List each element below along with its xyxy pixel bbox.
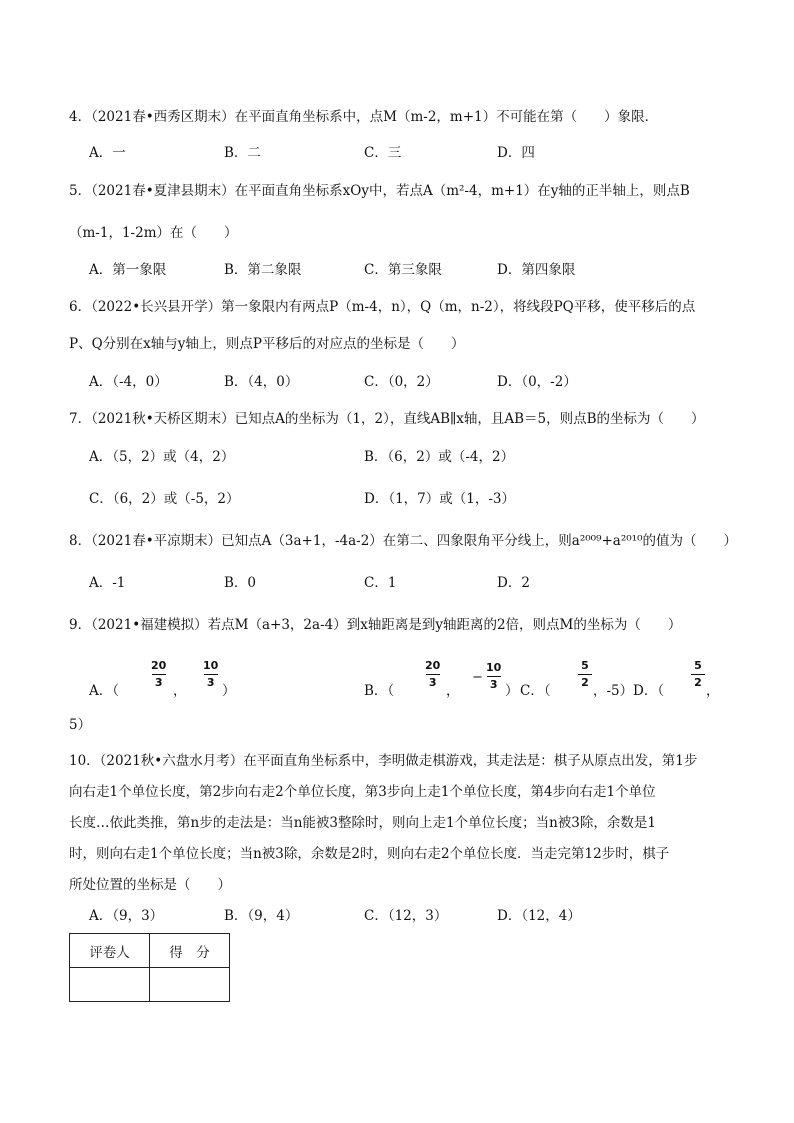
q8-option-d: D．2 xyxy=(497,575,530,591)
q9-b-close: ） xyxy=(505,683,519,699)
question-7-stem: 7．（2021秋•天桥区期末）已知点A的坐标为（1，2），直线AB∥x轴，且AB＝5，则点B的坐标为（ ） xyxy=(69,411,705,427)
q5-option-d: D．第四象限 xyxy=(497,262,576,278)
q9-d-fraction: 5 2 xyxy=(691,660,705,689)
question-10-line3: 长度…依此类推，第n步的走法是：当n能被3整除时，则向上走1个单位长度；当n被3除，余数是1 xyxy=(69,815,656,831)
q8-option-b: B．0 xyxy=(224,575,257,591)
q9-b-minus-sign: − xyxy=(472,670,483,685)
q9-d-tail: ， xyxy=(706,683,720,699)
q6-option-a: A．（-4，0） xyxy=(89,374,168,390)
q9-option-b-label: B．（ xyxy=(364,683,395,699)
question-9-stem: 9．（2021•福建模拟）若点M（a+3，2a-4）到x轴距离是到y轴距离的2倍，则点M的坐标为（ ） xyxy=(69,617,682,633)
q4-option-b: B．二 xyxy=(224,145,261,161)
question-6-stem-line1: 6．（2022•长兴县开学）第一象限内有两点P（m-4，n），Q（m，n-2），将线段PQ平移，使平移后的点 xyxy=(69,299,696,315)
q9-a-fraction-1: 20 3 xyxy=(151,659,167,689)
q9-b-comma: ， xyxy=(446,683,460,699)
q9-a-comma: ， xyxy=(173,683,187,699)
grading-table xyxy=(69,933,230,1002)
q9-a-fraction-2: 10 3 xyxy=(203,659,219,689)
question-4-stem: 4．（2021春•西秀区期末）在平面直角坐标系中，点M（m-2，m+1）不可能在第（ ）象限． xyxy=(69,109,659,125)
q9-b-fraction-1: 20 3 xyxy=(425,659,441,689)
score-header: 得 分 xyxy=(150,934,230,968)
q9-option-a-label: A．（ xyxy=(89,683,119,699)
q7-option-d: D．（1，7）或（1，-3） xyxy=(364,491,515,507)
q9-c-tail: ，-5） xyxy=(593,683,634,699)
q7-option-b: B．（6，2）或（-4，2） xyxy=(364,449,515,465)
question-6-stem-line2: P、Q分别在x轴与y轴上，则点P平移后的对应点的坐标是（ ） xyxy=(69,336,465,352)
question-8-stem: 8．（2021春•平凉期末）已知点A（3a+1，-4a-2）在第二、四象限角平分线上，则a²⁰⁰⁹+a²⁰¹⁰的值为（ ） xyxy=(69,533,737,549)
q6-option-c: C．（0，2） xyxy=(364,374,439,390)
q6-option-d: D．（0，-2） xyxy=(497,374,577,390)
question-10-line1: 10．（2021秋•六盘水月考）在平面直角坐标系中，李明做走棋游戏，其走法是：棋子从原点出发，第1步 xyxy=(69,753,698,769)
q10-option-c: C．（12，3） xyxy=(364,908,448,924)
q10-option-b: B．（9，4） xyxy=(224,908,299,924)
q9-c-fraction: 5 2 xyxy=(578,660,592,689)
q9-a-close: ） xyxy=(222,683,236,699)
question-5-stem-line1: 5．（2021春•夏津县期末）在平面直角坐标系xOy中，若点A（m²-4，m+1）在y轴的正半轴上，则点B xyxy=(69,183,690,199)
q5-option-b: B．第二象限 xyxy=(224,262,302,278)
q4-option-d: D．四 xyxy=(497,145,535,161)
q5-option-c: C．第三象限 xyxy=(364,262,442,278)
q9-option-d-label: D．（ xyxy=(633,683,665,699)
q9-option-c-label: C．（ xyxy=(520,683,551,699)
q10-option-a: A．（9，3） xyxy=(89,908,164,924)
grader-header: 评卷人 xyxy=(70,934,150,968)
q9-b-fraction-2: 10 3 xyxy=(486,661,502,691)
question-10-line5: 所处位置的坐标是（ ） xyxy=(69,877,231,893)
q8-option-a: A．-1 xyxy=(89,575,126,591)
grader-cell[interactable] xyxy=(70,968,150,1002)
q9-d-wrap: 5） xyxy=(69,717,92,733)
score-cell[interactable] xyxy=(150,968,230,1002)
q7-option-c: C．（6，2）或（-5，2） xyxy=(89,491,240,507)
q5-option-a: A．第一象限 xyxy=(89,262,167,278)
q6-option-b: B．（4，0） xyxy=(224,374,299,390)
question-10-line4: 时，则向右走1个单位长度；当n被3除，余数是2时，则向右走2个单位长度．当走完第12步时，棋子 xyxy=(69,846,670,862)
q7-option-a: A．（5，2）或（4，2） xyxy=(89,449,235,465)
question-5-stem-line2: （m-1，1-2m）在（ ） xyxy=(69,225,238,241)
q4-option-c: C．三 xyxy=(364,145,402,161)
q8-option-c: C．1 xyxy=(364,575,397,591)
q10-option-d: D．（12，4） xyxy=(497,908,581,924)
q4-option-a: A．一 xyxy=(89,145,126,161)
question-10-line2: 向右走1个单位长度，第2步向右走2个单位长度，第3步向上走1个单位长度，第4步向右走1个单位 xyxy=(69,784,656,800)
